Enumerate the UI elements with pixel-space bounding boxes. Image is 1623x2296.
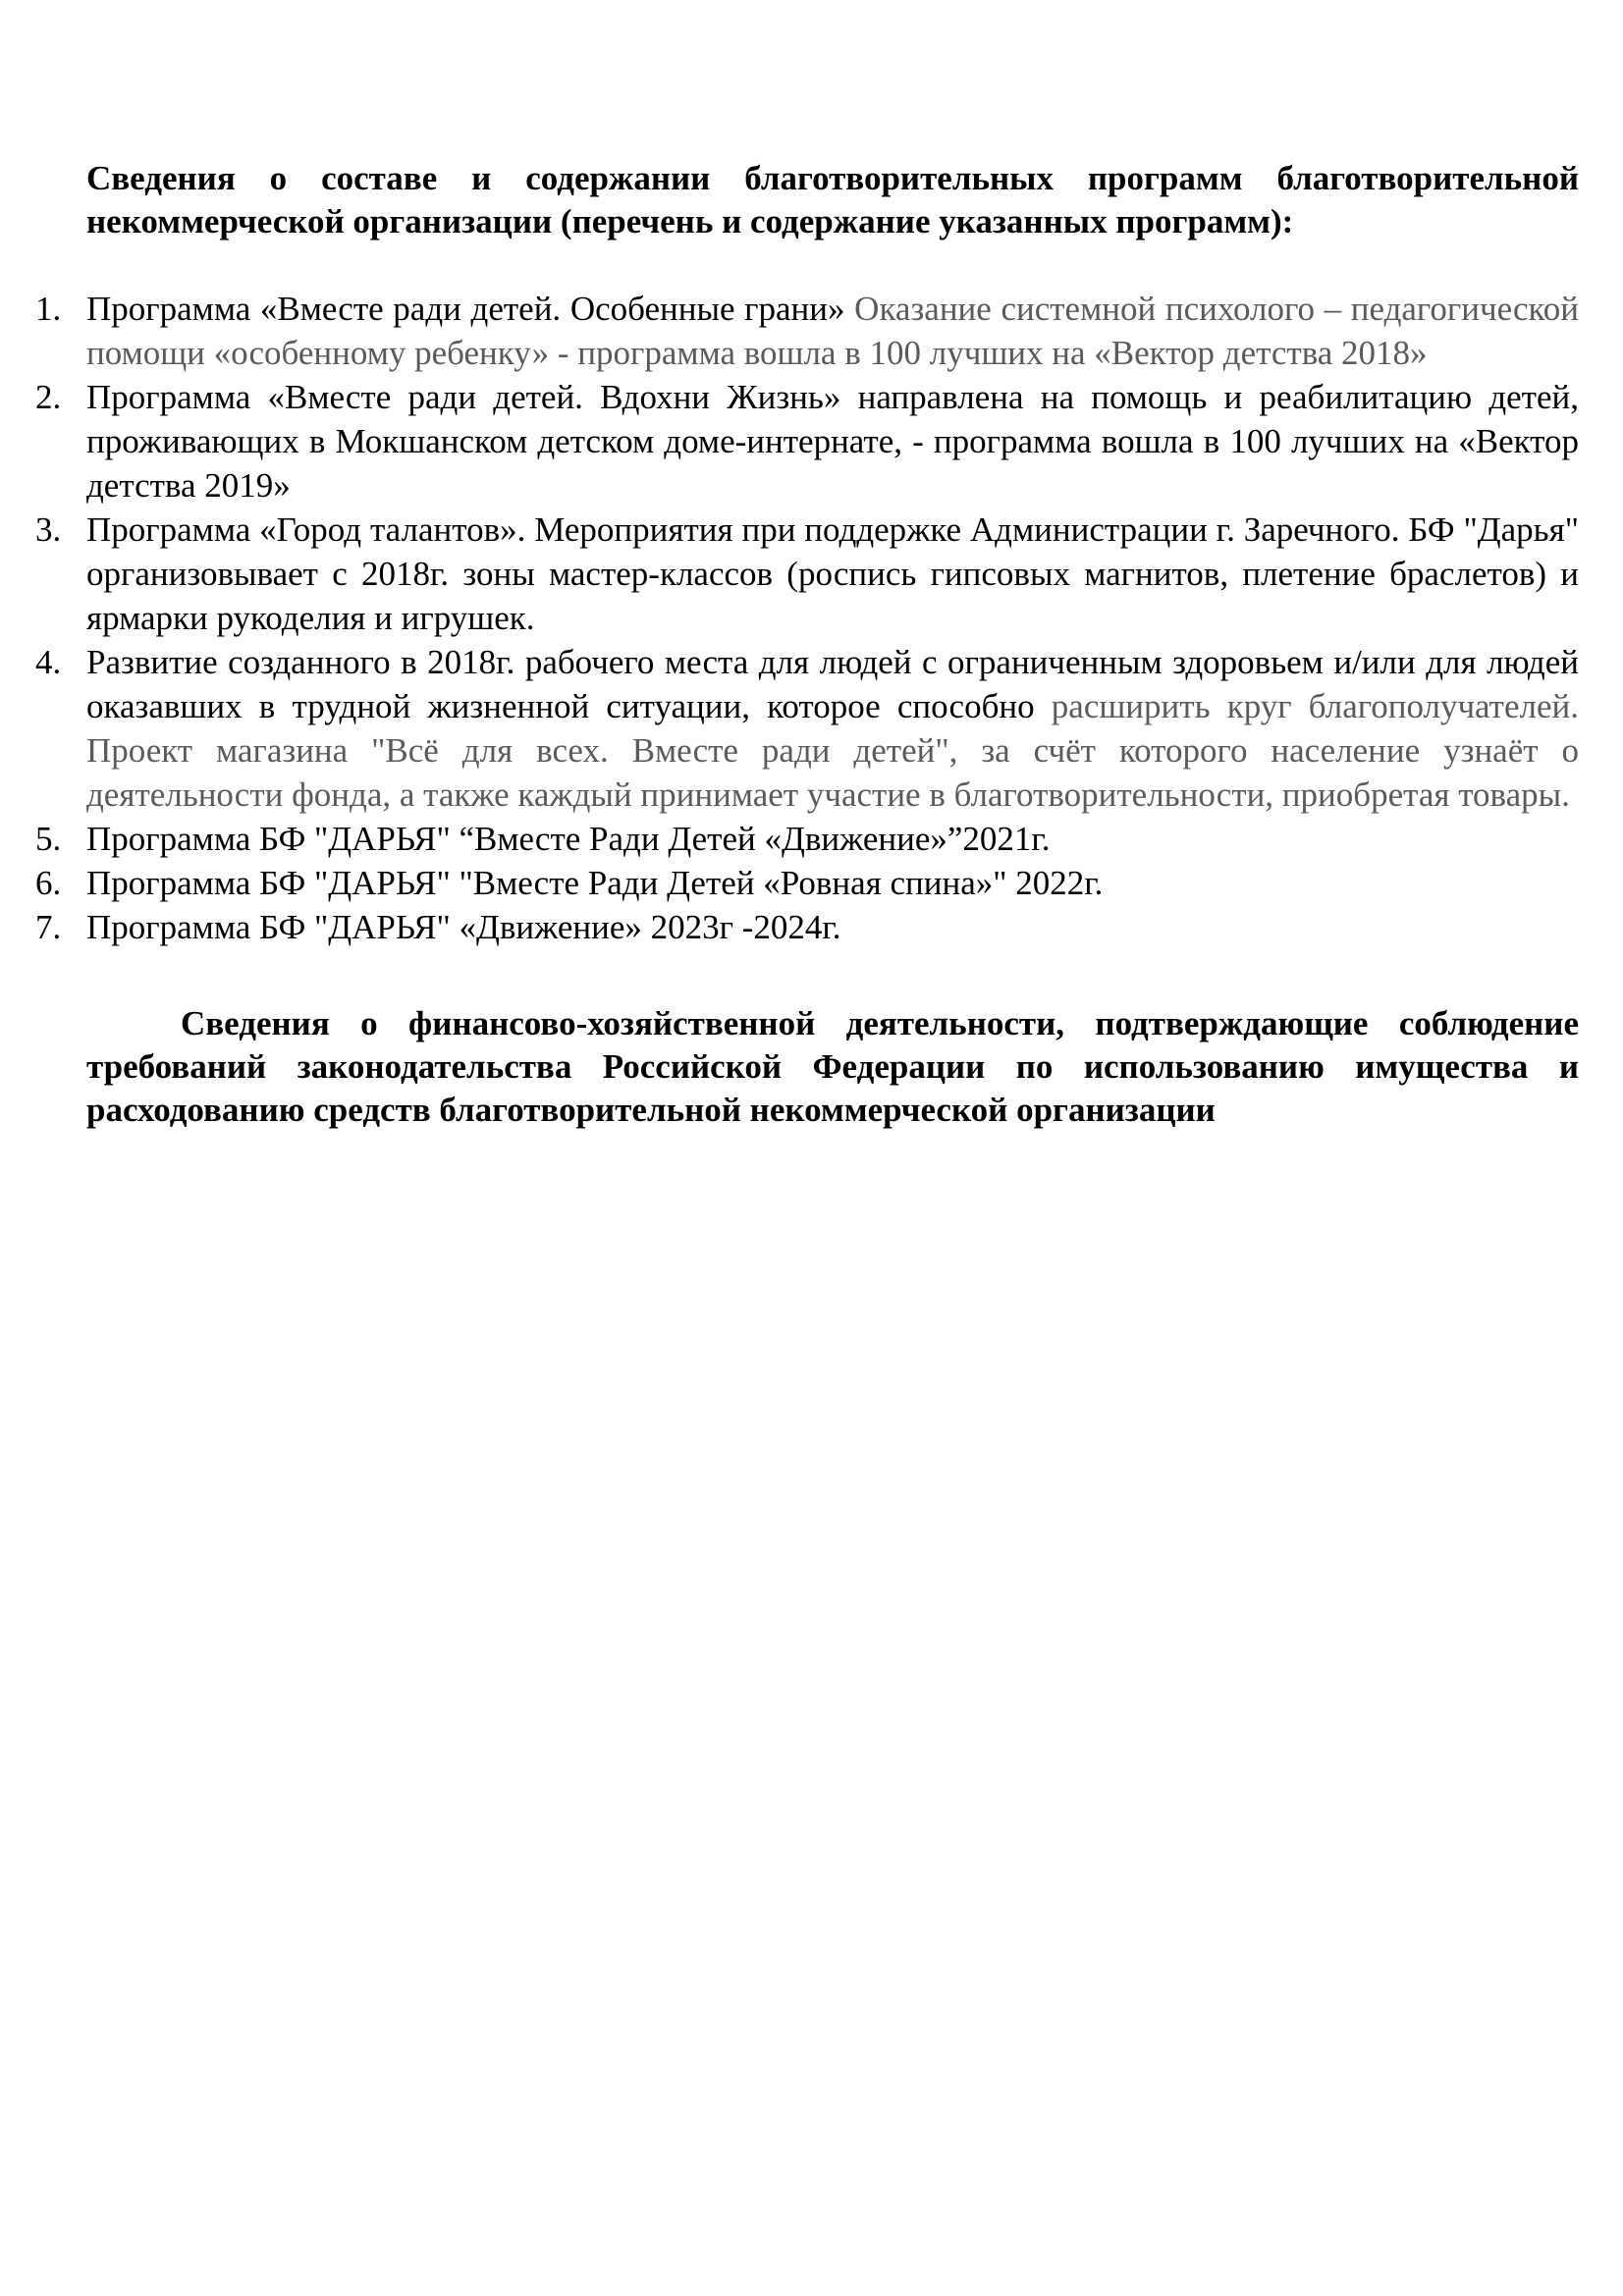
programs-list bbox=[35, 287, 1579, 949]
list-item bbox=[35, 640, 1579, 817]
program-text: Программа БФ "ДАРЬЯ" “Вместе Ради Детей «Движение»”2021г. bbox=[86, 820, 1051, 858]
document-body bbox=[35, 157, 1579, 1132]
list-item bbox=[35, 507, 1579, 640]
list-item-number: 4. bbox=[35, 643, 62, 681]
list-item-number: 2. bbox=[35, 378, 62, 416]
program-text-grey: расширить круг благополучателей. Проект магазина "Всё для всех. Вместе ради детей", за счёт которого население узнаёт о деятельности фонда, а также каждый принимает участие в благотворительности, приобретая товары. bbox=[86, 687, 1579, 814]
list-item-number: 1. bbox=[35, 290, 62, 328]
list-item bbox=[35, 861, 1579, 905]
program-text-grey: Оказание системной психолого – педагогической помощи «особенному ребенку» - программа вошла в 100 лучших на «Вектор детства 2018» bbox=[86, 290, 1579, 372]
list-item-number: 7. bbox=[35, 908, 62, 946]
program-text: Программа «Вместе ради детей. Особенные грани» bbox=[86, 290, 845, 328]
list-item bbox=[35, 817, 1579, 861]
program-text: Программа БФ "ДАРЬЯ" «Движение» 2023г -2024г. bbox=[86, 908, 841, 946]
program-text: Программа «Вместе ради детей. Вдохни Жизнь» направлена на помощь и реабилитацию детей, проживающих в Мокшанском детском доме-интернате, - программа вошла в 100 лучших на «Вектор детства 2019» bbox=[86, 378, 1579, 505]
program-text: Развитие созданного в 2018г. рабочего места для людей с ограниченным здоровьем и/или для людей оказавших в трудной жизненной ситуации, которое способно bbox=[86, 643, 1579, 725]
list-item bbox=[35, 905, 1579, 949]
finance-heading: Сведения о финансово-хозяйственной деятельности, подтверждающие соблюдение требований законодательства Российской Федерации по использованию имущества и расходованию средств благотворительной некоммерческой организации bbox=[86, 1004, 1579, 1129]
programs-heading: Сведения о составе и содержании благотворительных программ благотворительной некоммерческой организации (перечень и содержание указанных программ): bbox=[86, 159, 1579, 240]
list-item bbox=[35, 287, 1579, 375]
list-item bbox=[35, 375, 1579, 507]
list-item-number: 5. bbox=[35, 820, 62, 858]
program-text: Программа БФ "ДАРЬЯ" "Вместе Ради Детей «Ровная спина»" 2022г. bbox=[86, 864, 1104, 902]
list-item-number: 3. bbox=[35, 510, 62, 549]
program-text: Программа «Город талантов». Мероприятия при поддержке Администрации г. Заречного. БФ "Дарья" организовывает с 2018г. зоны мастер-классов (роспись гипсовых магнитов, плетение браслетов) и ярмарки рукоделия и игрушек. bbox=[86, 510, 1579, 637]
list-item-number: 6. bbox=[35, 864, 62, 902]
